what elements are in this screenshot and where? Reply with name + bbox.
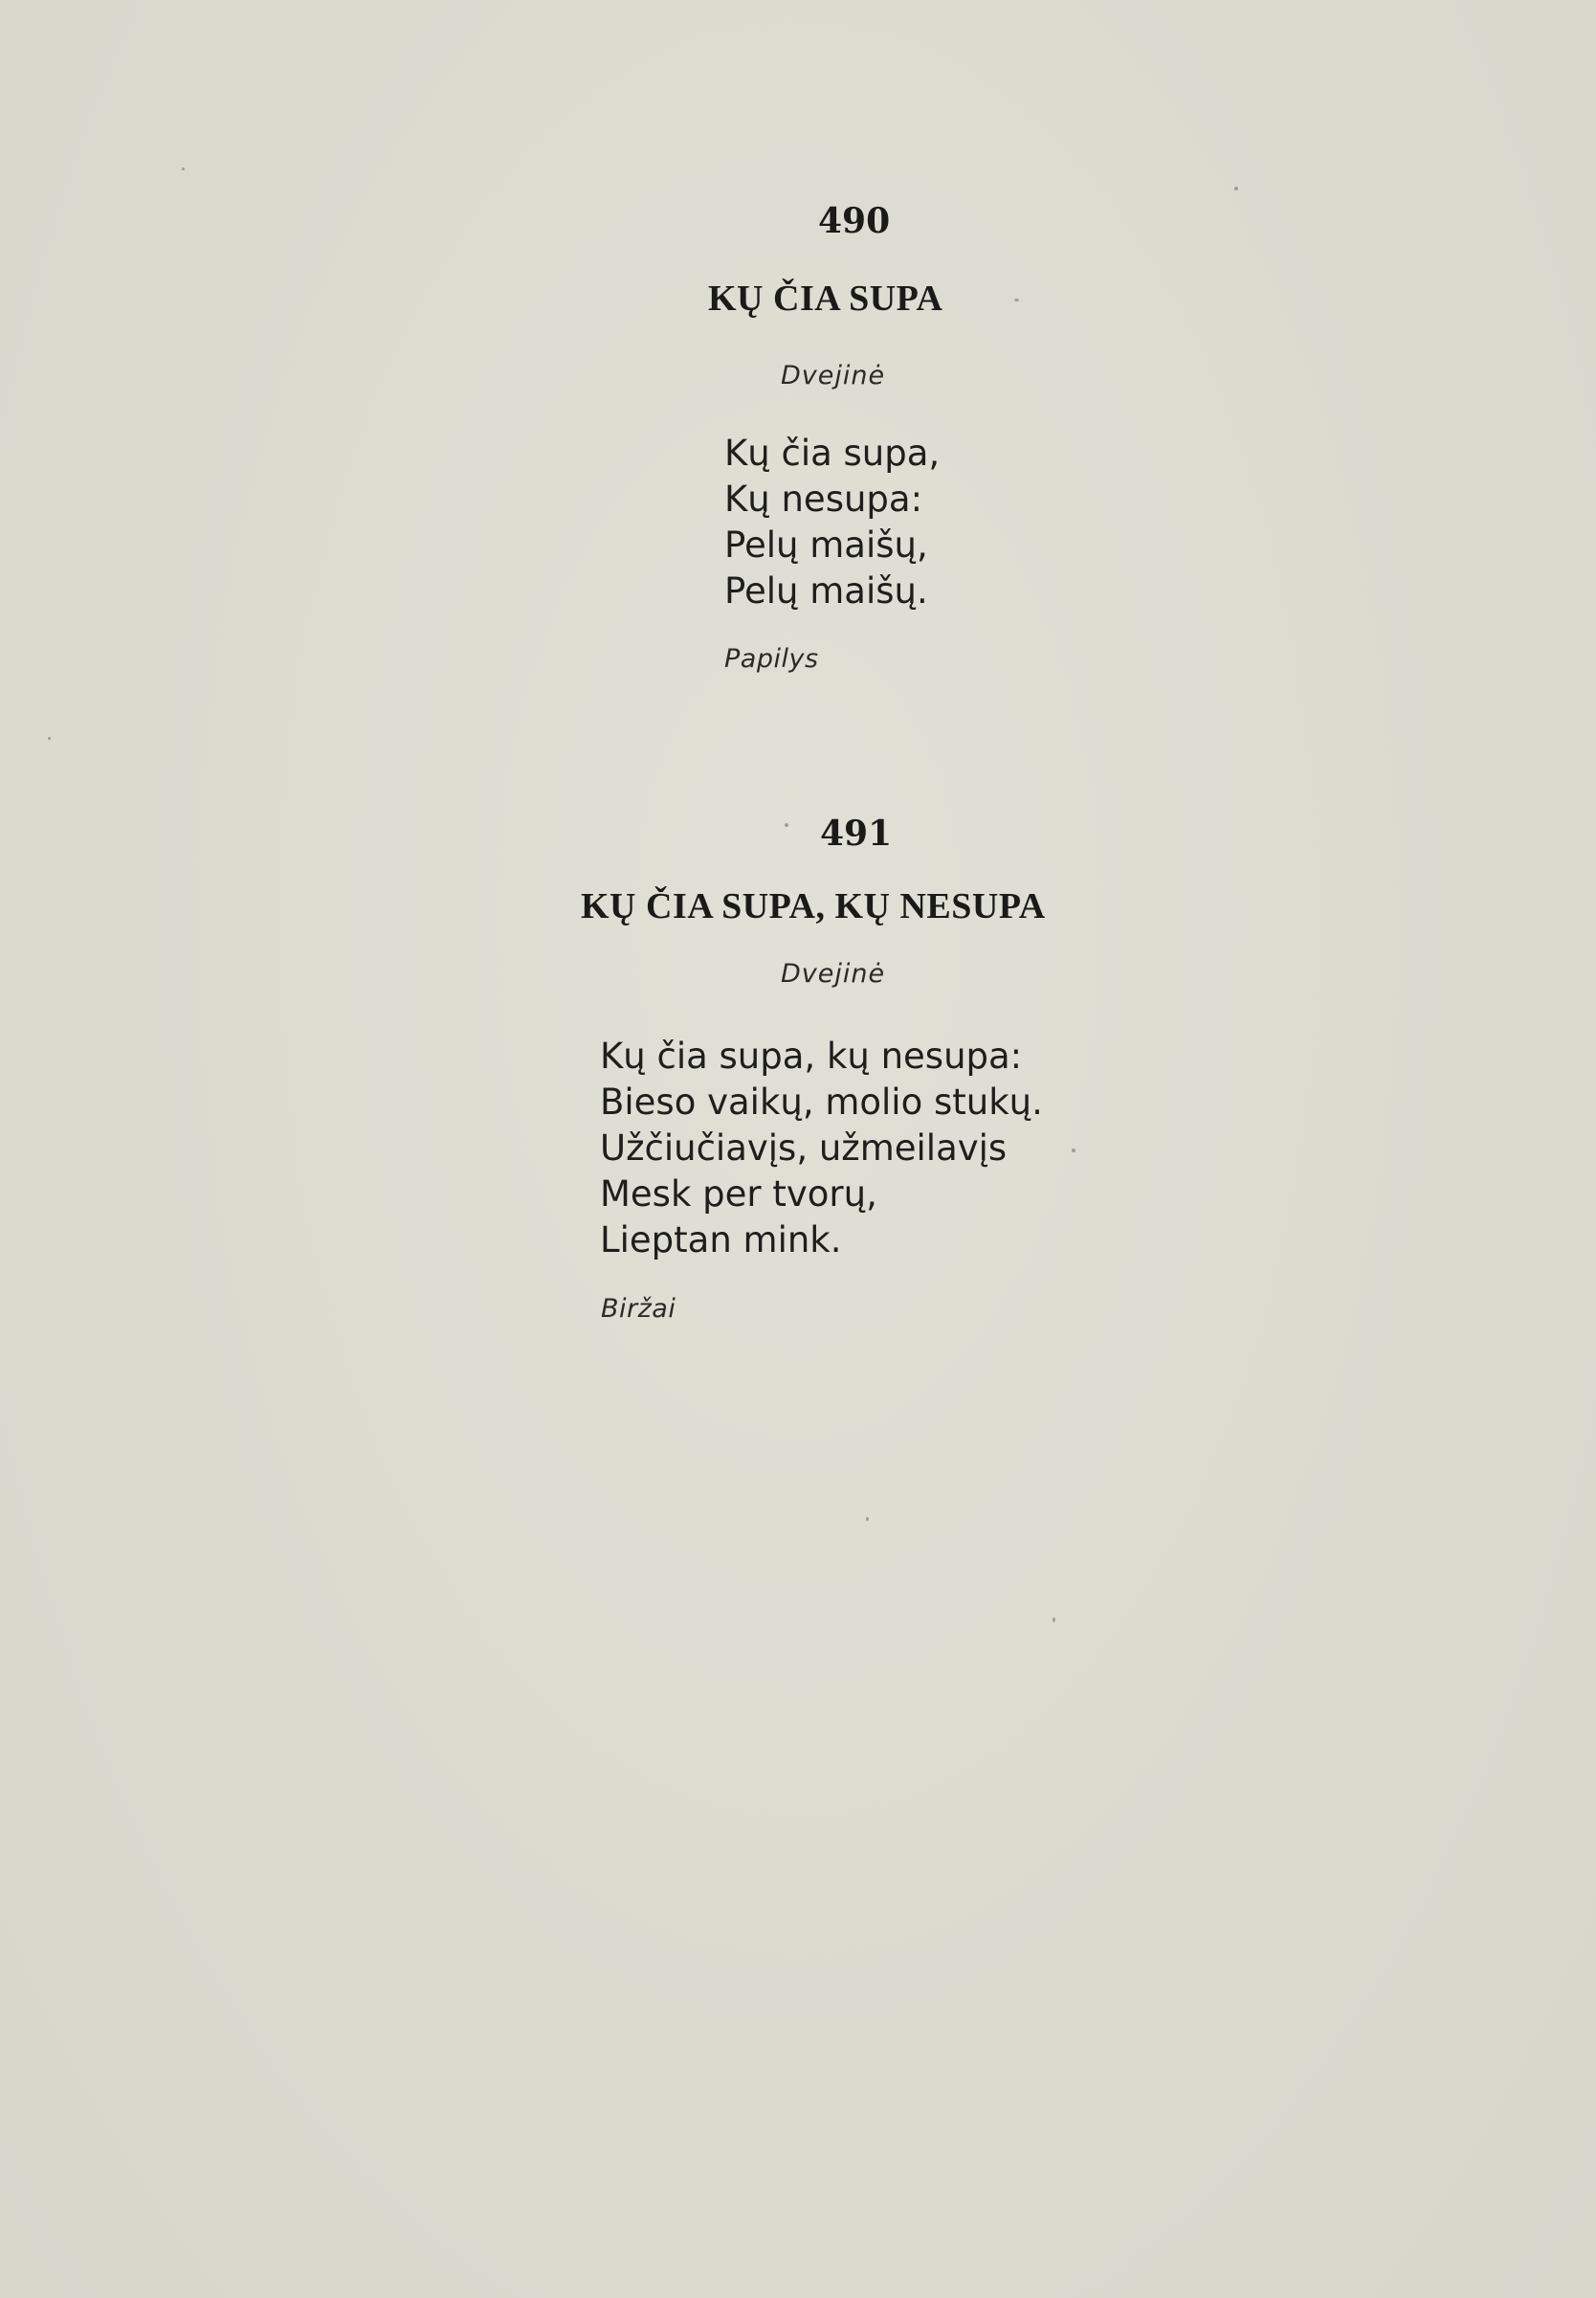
verse-line: Kų čia supa, <box>724 433 941 474</box>
verse-line: Bieso vaikų, molio stukų. <box>600 1082 1043 1123</box>
song-place: Biržai <box>601 1294 676 1324</box>
paper-speck <box>866 1517 869 1521</box>
verse-line: Lieptan mink. <box>600 1219 842 1261</box>
verse-line: Pelų maišų, <box>724 524 928 566</box>
verse-line: Užčiučiavįs, užmeilavįs <box>600 1127 1008 1169</box>
paper-speck <box>1072 1149 1075 1152</box>
verse-line: Kų čia supa, kų nesupa: <box>600 1036 1023 1077</box>
paper-speck <box>1053 1618 1055 1622</box>
song-genre: Dvejinė <box>781 361 886 390</box>
song-genre: Dvejinė <box>781 959 886 989</box>
paper-speck <box>1234 187 1238 190</box>
paper-speck <box>48 737 51 740</box>
song-place: Papilys <box>724 644 819 674</box>
paper-speck <box>1014 299 1019 301</box>
verse-line: Kų nesupa: <box>724 479 923 520</box>
paper-speck <box>182 167 185 170</box>
song-number: 490 <box>818 201 891 241</box>
paper-speck <box>785 823 788 827</box>
song-title: KŲ ČIA SUPA <box>708 279 943 319</box>
song-number: 491 <box>820 814 893 854</box>
verse-line: Mesk per tvorų, <box>600 1173 877 1215</box>
verse-line: Pelų maišų. <box>724 570 928 612</box>
song-verse <box>600 1034 1043 1263</box>
song-title: KŲ ČIA SUPA, KŲ NESUPA <box>581 886 1046 926</box>
song-verse <box>724 431 940 614</box>
